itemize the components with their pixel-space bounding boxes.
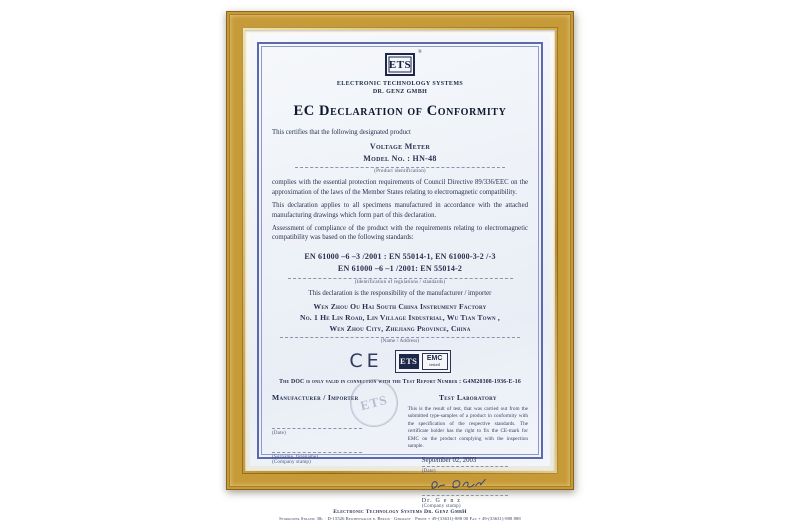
standards-line1: EN 61000 –6 –3 /2001 : EN 55014-1, EN 61000-3-2 /-3	[304, 251, 496, 261]
standards-block	[272, 251, 528, 275]
ce-mark-icon: CE	[349, 349, 383, 372]
product-name: Voltage Meter	[369, 142, 431, 152]
ets-emc-badge	[395, 350, 451, 373]
manufacturer-line3: Wen Zhou City, Zhejiang Province, China	[329, 323, 471, 333]
product-block	[272, 141, 528, 164]
org-name-line1: ELECTRONIC TECHNOLOGY SYSTEMS	[336, 81, 464, 87]
signature-columns	[272, 393, 528, 509]
responsibility-line: This declaration is the responsibility of the manufacturer / importer	[308, 289, 492, 297]
left-date-caption: (Date)	[272, 430, 286, 436]
validity-statement: The DOC is only valid in connection with the Test Report Number : G4M20308-1936-E-16	[279, 378, 521, 385]
left-stamp-caption: (Company stamp)	[272, 459, 311, 465]
frame-ornament-band	[229, 14, 571, 521]
signer-name: Dr. G e n z	[421, 497, 462, 504]
frame-mat	[245, 30, 555, 521]
body-paragraph-3: Assessment of compliance of the product with the requirements relating to electromagnetic compatibility was based on the following standards:	[272, 224, 528, 242]
ets-logo-wrap	[385, 49, 422, 76]
standards-line2: EN 61000 –6 –1 /2001: EN 55014-2	[337, 263, 463, 273]
gold-picture-frame	[226, 11, 574, 521]
left-date-line	[272, 428, 362, 429]
right-date-line	[422, 466, 508, 467]
product-model: Model No. : HN-48	[363, 153, 437, 163]
body-paragraph-2: This declaration applies to all specimens manufactured in accordance with the attached manufacturing drawings which form part of this declaration.	[272, 202, 528, 219]
laboratory-note: This is the result of test, that was carried out from the submitted type-samples of a product in conformity with the specification of the respective standards. The certificate holder has the right to fix the CE-mark for EMC on the product complying with the inspection sample.	[407, 405, 528, 450]
signature-handwriting	[428, 477, 490, 493]
manufacturer-column-heading: Manufacturer / Importer	[272, 392, 359, 402]
ets-logo-icon: ETS	[385, 53, 415, 76]
issue-date: September 02, 2003	[421, 456, 477, 464]
left-name-slot	[272, 452, 362, 465]
certificate-content	[250, 35, 550, 521]
footer-address-line: Storkower Strasse 38c · D-15526 Reichenwalde b. Berlin · Germany · Phone + 49-(33631)-888 00 Fax + 49-(33631)-888 888	[279, 515, 521, 521]
certificate-footer	[272, 509, 528, 523]
document-title: EC Declaration of Conformity	[293, 103, 507, 120]
left-date-slot	[272, 428, 362, 436]
ets-badge-icon: ETS	[398, 353, 420, 370]
registered-trademark-symbol: ®	[417, 49, 422, 55]
footer-company-line: Electronic Technology Systems Dr. Genz GmbH	[333, 508, 467, 515]
standards-divider	[288, 278, 513, 279]
right-stamp-caption: (Company stamp)	[421, 503, 461, 509]
manufacturer-block	[272, 301, 528, 334]
emc-tested-icon	[422, 353, 448, 370]
right-date-slot	[408, 466, 528, 509]
test-laboratory-heading: Test Laboratory	[438, 392, 497, 402]
right-date-caption: (Date)	[421, 468, 436, 474]
org-name-line2: DR. GENZ GMBH	[372, 89, 428, 96]
manufacturer-line2: No. 1 He Lin Road, Lin Village Industrial, Wu Tian Town ,	[300, 312, 500, 322]
intro-line: This certifies that the following designated product	[272, 129, 411, 137]
left-name-line	[272, 452, 362, 453]
standards-caption: (Identification of regulations / standards)	[354, 279, 446, 285]
body-paragraph-1: complies with the essential protection requirements of Council Directive 89/336/EEC on the approximation of the laws of the Member States relating to electromagnetic compatibility.	[272, 179, 528, 196]
address-divider	[280, 337, 520, 338]
conformity-marks-row	[272, 350, 528, 373]
emc-sub-label: tested	[429, 361, 440, 367]
product-divider	[295, 167, 505, 168]
address-caption: (Name / Address)	[380, 338, 420, 344]
left-name-caption: (Surname, forename)	[272, 454, 319, 460]
certificate-paper	[250, 35, 550, 521]
frame-inner-lip	[242, 27, 558, 521]
test-laboratory-column	[390, 393, 528, 509]
manufacturer-line1: Wen Zhou Ou Hai South China Instrument Factory	[313, 301, 487, 311]
right-sign-line	[422, 495, 508, 496]
stamp-ets-text: ETS	[358, 391, 390, 414]
product-caption: (Product identification)	[374, 169, 426, 175]
emc-label: EMC	[426, 354, 443, 362]
